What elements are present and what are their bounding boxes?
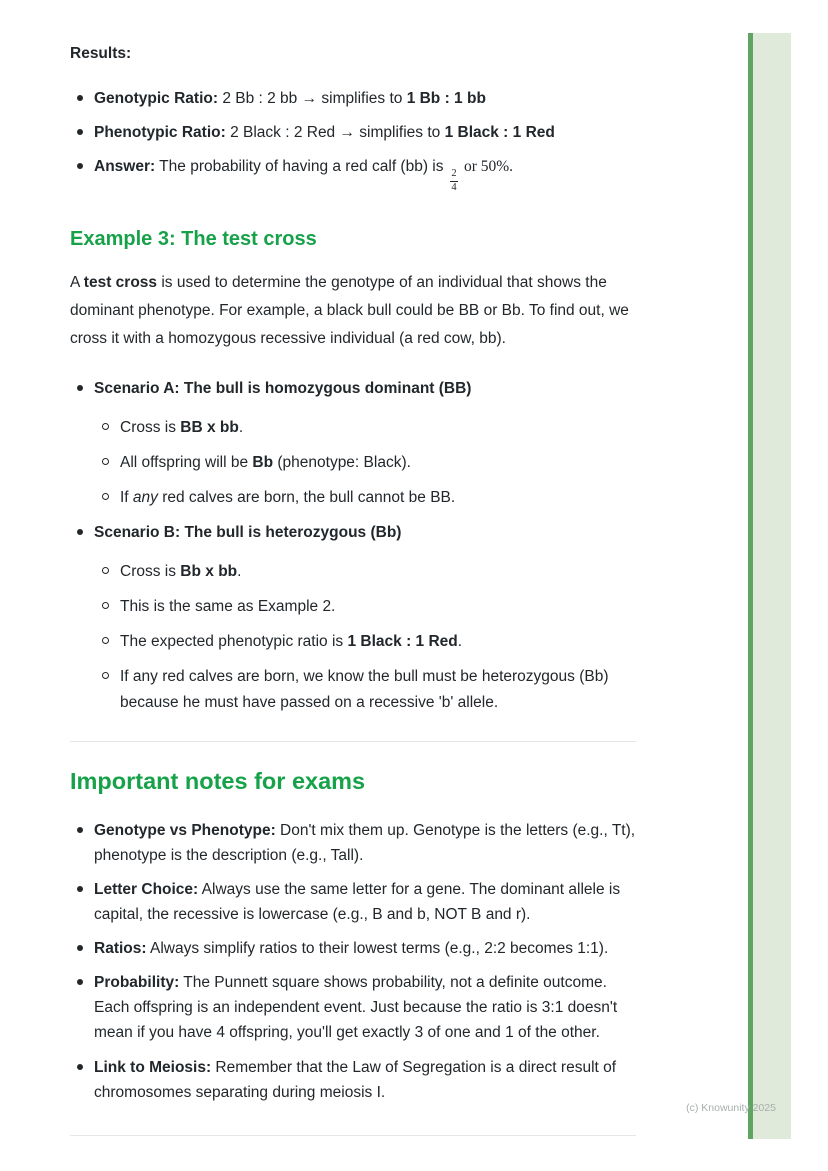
results-heading: Results: xyxy=(70,45,132,62)
list-item xyxy=(94,415,636,440)
example3-intro: A test cross is used to determine the genotype of an individual that shows the dominant phenotype. For example, a black bull could be BB or Bb. To find out, we cross it with a homozygous recessive individual (a red cow, bb). xyxy=(70,273,629,347)
list-item-text: Genotypic Ratio: 2 Bb : 2 bb → simplifies to 1 Bb : 1 bb xyxy=(94,90,486,107)
example3-heading: Example 3: The test cross xyxy=(70,227,317,250)
list-item-text: If any red calves are born, the bull cannot be BB. xyxy=(120,488,456,506)
list-item-text: Cross is BB x bb. xyxy=(120,418,244,436)
document-content xyxy=(70,0,636,1136)
list-item-text: Link to Meiosis: Remember that the Law of Segregation is a direct result of chromosomes separating during meiosis I. xyxy=(94,1058,617,1101)
list-item xyxy=(94,664,636,714)
copyright-text: (c) Knowunity 2025 xyxy=(686,1102,776,1114)
list-item xyxy=(94,485,636,510)
scenario-a-sublist xyxy=(94,415,636,510)
scenario-list xyxy=(70,376,636,715)
list-item-text: Phenotypic Ratio: 2 Black : 2 Red → simplifies to 1 Black : 1 Red xyxy=(94,124,555,142)
list-item-text: Letter Choice: Always use the same letter for a gene. The dominant allele is capital, the recessive is lowercase (e.g., B and b, NOT B and r). xyxy=(94,880,621,924)
list-item xyxy=(70,877,636,927)
list-item xyxy=(70,86,636,111)
list-item xyxy=(94,629,636,654)
page-edge-band xyxy=(753,33,791,1139)
scenario-a-title: Scenario A: The bull is homozygous dominant (BB) xyxy=(94,379,472,397)
list-item xyxy=(70,1055,636,1105)
list-item xyxy=(94,559,636,584)
list-item-text: All offspring will be Bb (phenotype: Black). xyxy=(120,453,411,471)
results-list xyxy=(70,86,636,194)
list-item xyxy=(70,818,636,868)
list-item xyxy=(70,520,636,715)
list-item-text: Answer: The probability of having a red calf (bb) is $\frac{2}{4}$ or 50%. xyxy=(94,158,514,193)
list-item-text: If any red calves are born, we know the bull must be heterozygous (Bb) because he must have passed on a recessive 'b' allele. xyxy=(120,668,609,711)
bottom-divider xyxy=(70,1135,636,1136)
list-item-text: Probability: The Punnett square shows probability, not a definite outcome. Each offspring is an independent event. Just because the ratio is 3:1 doesn't mean if you have 4 offspring, you'll get exactly 3 of one and 1 of the other. xyxy=(94,974,618,1042)
list-item-text: This is the same as Example 2. xyxy=(120,598,336,616)
list-item xyxy=(70,154,636,193)
notes-heading: Important notes for exams xyxy=(70,767,366,794)
list-item xyxy=(94,594,636,619)
scenario-b-sublist xyxy=(94,559,636,715)
scenario-b-title: Scenario B: The bull is heterozygous (Bb) xyxy=(94,524,402,542)
notes-list xyxy=(70,818,636,1105)
list-item-text: Cross is Bb x bb. xyxy=(120,563,242,581)
list-item-text: The expected phenotypic ratio is 1 Black : 1 Red. xyxy=(120,633,463,651)
list-item xyxy=(94,450,636,475)
list-item-text: Genotype vs Phenotype: Don't mix them up. Genotype is the letters (e.g., Tt), phenotype is the description (e.g., Tall). xyxy=(94,821,636,864)
list-item xyxy=(70,936,636,961)
list-item xyxy=(70,120,636,145)
section-divider xyxy=(70,741,636,742)
list-item xyxy=(70,376,636,510)
list-item xyxy=(70,970,636,1045)
list-item-text: Ratios: Always simplify ratios to their lowest terms (e.g., 2:2 becomes 1:1). xyxy=(94,940,609,958)
